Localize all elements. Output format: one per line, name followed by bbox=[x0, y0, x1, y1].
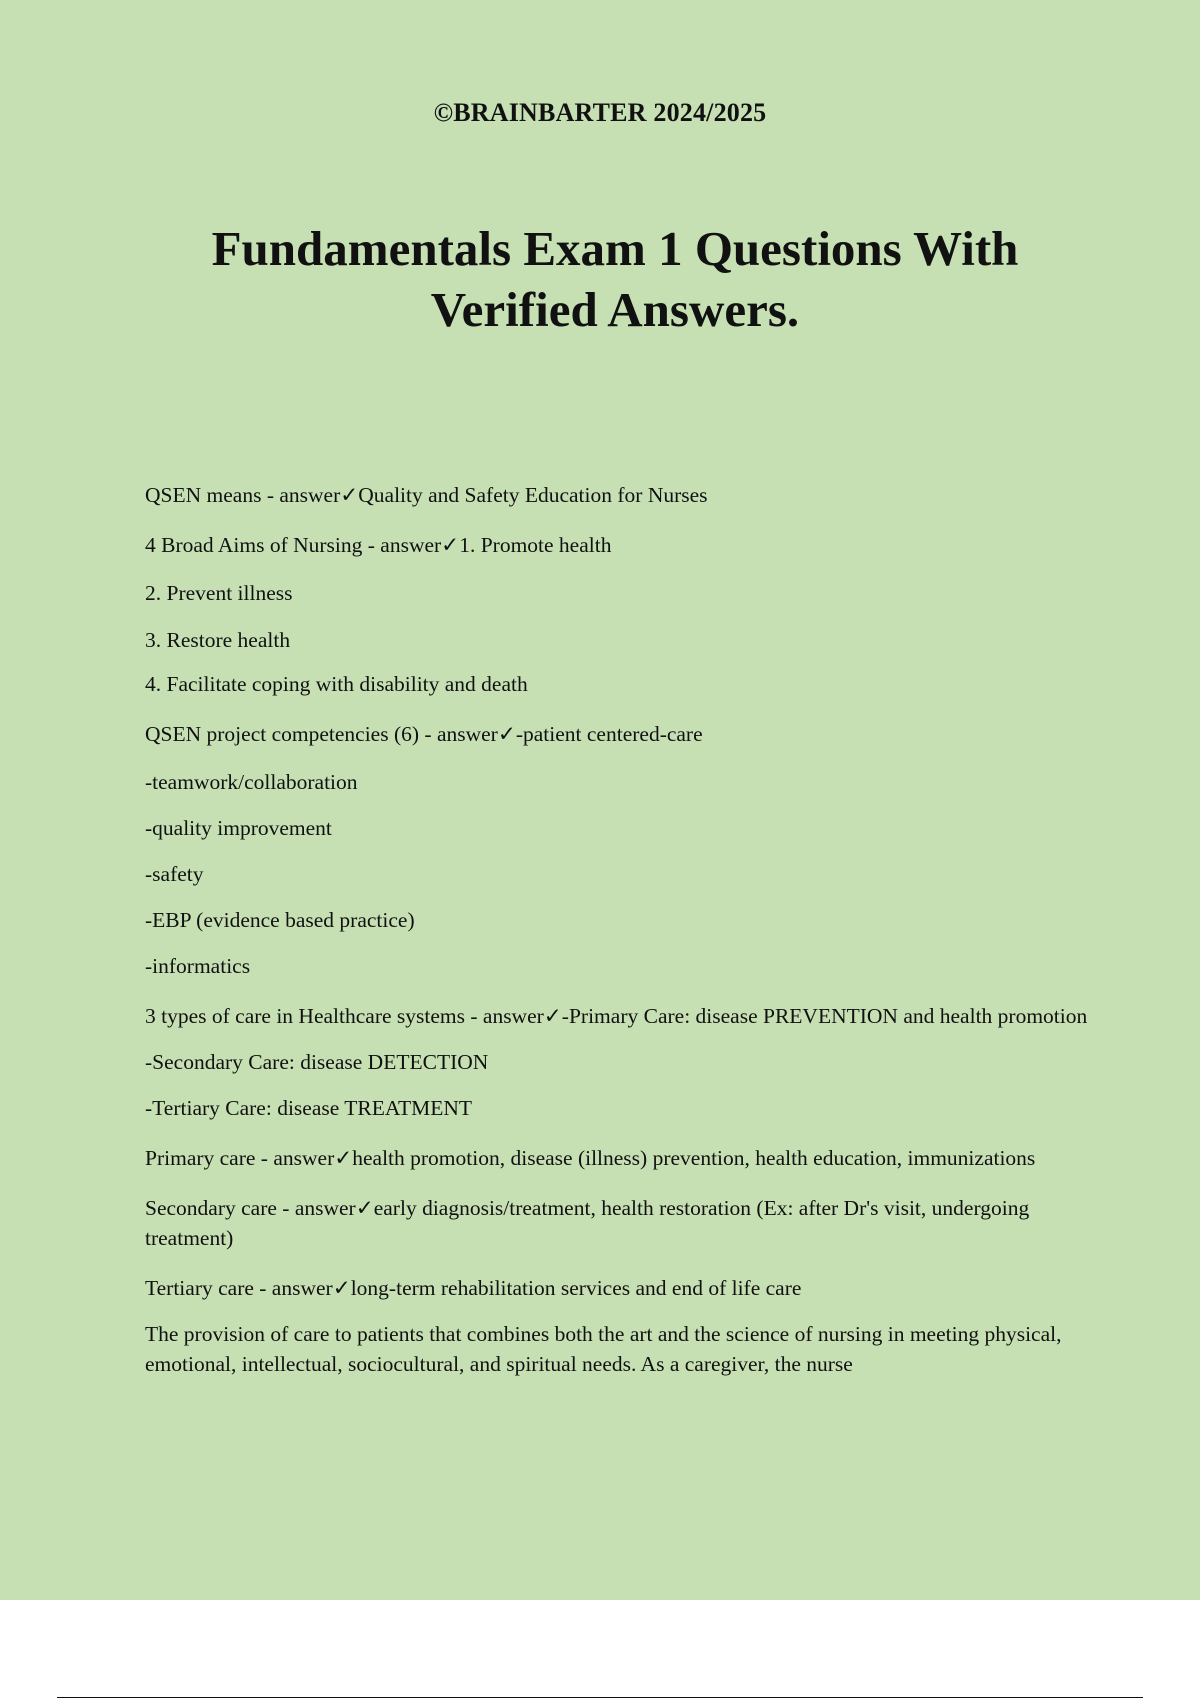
page-title: Fundamentals Exam 1 Questions With Verified Answers. bbox=[211, 221, 1019, 337]
qa-line: The provision of care to patients that combines both the art and the science of nursing in meeting physical, emotional, intellectual, sociocultural, and spiritual needs. As a caregiver, the nurse bbox=[145, 1322, 1062, 1376]
qa-line: 4 Broad Aims of Nursing - answer✓1. Promote health bbox=[145, 533, 612, 557]
qa-line: -Tertiary Care: disease TREATMENT bbox=[145, 1096, 473, 1120]
qa-line: 3 types of care in Healthcare systems - answer✓-Primary Care: disease PREVENTION and health promotion bbox=[145, 1004, 1088, 1028]
footer-divider bbox=[57, 1697, 1143, 1698]
qa-line: 2. Prevent illness bbox=[145, 581, 293, 605]
qa-line: -teamwork/collaboration bbox=[145, 770, 358, 794]
qa-body bbox=[145, 480, 1100, 1379]
copyright-header: ©BRAINBARTER 2024/2025 bbox=[433, 98, 767, 127]
qa-line: QSEN project competencies (6) - answer✓-patient centered-care bbox=[145, 722, 703, 746]
qa-line: Primary care - answer✓health promotion, disease (illness) prevention, health education, immunizations bbox=[145, 1146, 1036, 1170]
qa-line: -informatics bbox=[145, 954, 251, 978]
qa-line: QSEN means - answer✓Quality and Safety Education for Nurses bbox=[145, 483, 708, 507]
qa-line: 4. Facilitate coping with disability and death bbox=[145, 672, 528, 696]
qa-line: -quality improvement bbox=[145, 816, 332, 840]
qa-line: -Secondary Care: disease DETECTION bbox=[145, 1050, 489, 1074]
qa-line: 3. Restore health bbox=[145, 628, 291, 652]
qa-line: -safety bbox=[145, 862, 204, 886]
qa-line: -EBP (evidence based practice) bbox=[145, 908, 415, 932]
qa-line: Tertiary care - answer✓long-term rehabilitation services and end of life care bbox=[145, 1276, 802, 1300]
qa-line: Secondary care - answer✓early diagnosis/treatment, health restoration (Ex: after Dr's visit, undergoing treatment) bbox=[145, 1196, 1030, 1250]
